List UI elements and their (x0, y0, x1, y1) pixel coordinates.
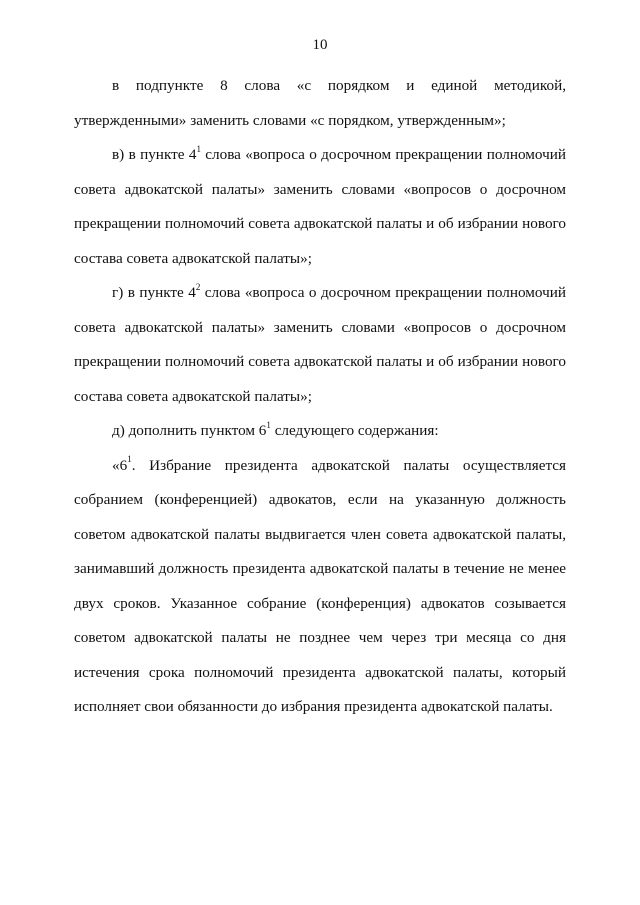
paragraph-new-item-6-1 (74, 449, 566, 725)
paragraph-text-rest: слова «вопроса о досрочном прекращении полномочий совета адвокатской палаты» заменить словами «вопросов о досрочном прекращении полномочий совета адвокатской палаты и об избрании нового состава совета адвокатской палаты»; (74, 146, 566, 267)
document-body (74, 69, 566, 725)
paragraph-text-rest: . Избрание президента адвокатской палаты осуществляется собранием (конференцией) адвокатов, если на указанную должность советом адвокатской палаты выдвигается член совета адвокатской палаты, занимавший должность президента адвокатской палаты в течение не менее двух сроков. Указанное собрание (конференция) адвокатов созывается советом адвокатской палаты не позднее чем через три месяца со дня истечения срока полномочий президента адвокатской палаты, который исполняет свои обязанности до избрания президента адвокатской палаты. (74, 456, 566, 715)
paragraph-item-v (74, 138, 566, 276)
paragraph-item-g (74, 276, 566, 414)
paragraph-text-rest: следующего содержания: (270, 422, 439, 439)
paragraph-text-start: д) дополнить пунктом 6 (112, 422, 267, 439)
paragraph-text-start: г) в пункте 4 (112, 284, 196, 301)
paragraph-text: в подпункте 8 слова «с порядком и единой методикой, утвержденными» заменить словами «с порядком, утвержденным»; (74, 77, 566, 129)
superscript-index: 2 (195, 281, 201, 292)
paragraph-text-rest: слова «вопроса о досрочном прекращении полномочий совета адвокатской палаты» заменить словами «вопросов о досрочном прекращении полномочий совета адвокатской палаты и об избрании нового состава совета адвокатской палаты»; (74, 284, 566, 405)
paragraph-subitem-8 (74, 69, 566, 138)
superscript-index: 1 (266, 419, 271, 430)
paragraph-text-start: в) в пункте 4 (112, 146, 197, 163)
superscript-index: 1 (196, 143, 201, 154)
paragraph-text-start: «6 (112, 456, 128, 474)
page-number: 10 (312, 37, 328, 53)
paragraph-item-d (74, 414, 566, 449)
superscript-index: 1 (127, 454, 132, 465)
